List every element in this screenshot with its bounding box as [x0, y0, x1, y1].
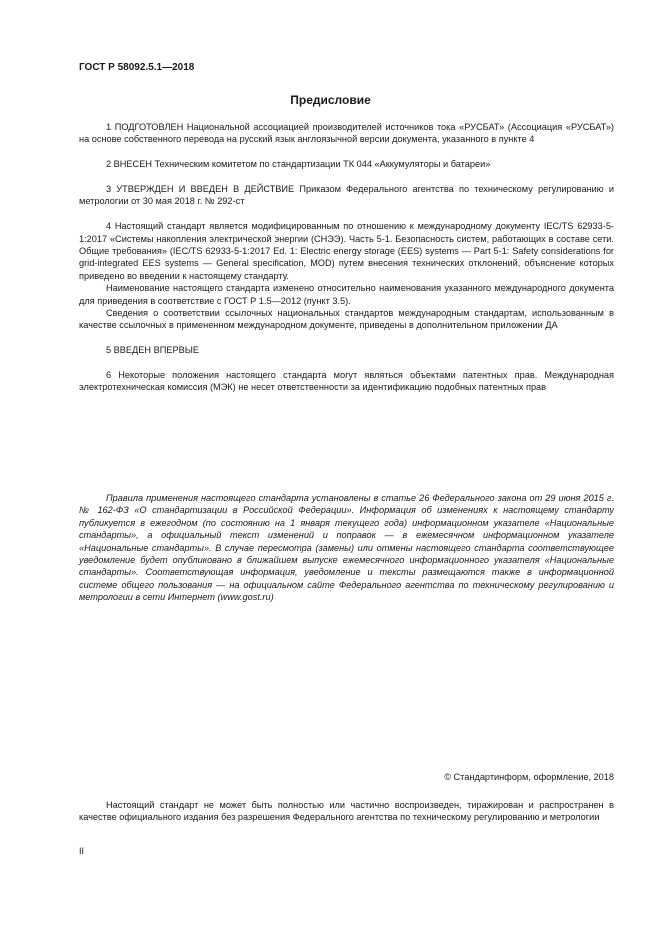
foreword-body — [79, 121, 614, 394]
page-title: Предисловие — [290, 93, 371, 107]
reproduction-notice-block — [79, 799, 614, 824]
paragraph-3: 3 УТВЕРЖДЕН И ВВЕДЕН В ДЕЙСТВИЕ Приказом Федерального агентства по техническому регулированию и метрологии от 30 мая 2018 г. № 292-ст — [79, 184, 614, 207]
paragraph-5: 5 ВВЕДЕН ВПЕРВЫЕ — [106, 345, 199, 356]
rules-notice-block — [79, 492, 614, 604]
page-number: II — [79, 846, 85, 856]
paragraph-4: 4 Настоящий стандарт является модифицированным по отношению к международному документу IEC/TS 62933-5-1:2017 «Системы накопления электрической энергии (СНЭЭ). Часть 5-1. Безопасность систем, работающих в составе сети. Общие требования» (IEC/TS 62933-5-1:2017 Ed. 1: Electric energy storage (EES) systems — Part 5-1: Safety considerations for grid-integrated EES systems — General specification, MOD) путем внесения технических отклонений, объяснение которых приведено во введении к настоящему стандарту. — [79, 221, 614, 281]
paragraph-4-refs: Сведения о соответствии ссылочных национальных стандартов международным стандартам, использованным в качестве ссылочных в примененном международном документе, приведены в дополнительном приложении ДА — [79, 308, 614, 331]
standard-code: ГОСТ Р 58092.5.1—2018 — [79, 62, 195, 73]
paragraph-2: 2 ВНЕСЕН Техническим комитетом по стандартизации ТК 044 «Аккумуляторы и батареи» — [106, 159, 491, 170]
rules-notice: Правила применения настоящего стандарта установлены в статье 26 Федерального закона от 29 июня 2015 г. № 162-ФЗ «О стандартизации в Российской Федерации». Информация об изменениях к настоящему стандарту публикуется в ежегодном (по состоянию на 1 января текущего года) информационном указателе «Национальные стандарты», а официальный текст изменений и поправок — в ежемесячном информационном указателе «Национальные стандарты». В случае пересмотра (замены) или отмены настоящего стандарта соответствующее уведомление будет опубликовано в ближайшем выпуске ежемесячного информационного указателя «Национальные стандарты». Соответствующая информация, уведомление и тексты размещаются также в информационной системе общего пользования — на официальном сайте Федерального агентства по техническому регулированию и метрологии в сети Интернет (www.gost.ru) — [79, 493, 614, 603]
copyright-line: © Стандартинформ, оформление, 2018 — [444, 772, 614, 782]
paragraph-4-name: Наименование настоящего стандарта изменено относительно наименования указанного международного документа для приведения в соответствие с ГОСТ Р 1.5—2012 (пункт 3.5). — [79, 283, 614, 306]
paragraph-6: 6 Некоторые положения настоящего стандарта могут являться объектами патентных прав. Международная электротехническая комиссия (МЭК) не несет ответственности за идентификацию подобных патентных прав — [79, 370, 614, 393]
reproduction-notice: Настоящий стандарт не может быть полностью или частично воспроизведен, тиражирован и распространен в качестве официального издания без разрешения Федерального агентства по техническому регулированию и метрологии — [79, 800, 614, 823]
paragraph-1: 1 ПОДГОТОВЛЕН Национальной ассоциацией производителей источников тока «РУСБАТ» (Ассоциация «РУСБАТ») на основе собственного перевода на русский язык англоязычной версии документа, указанного в пункте 4 — [79, 122, 614, 145]
